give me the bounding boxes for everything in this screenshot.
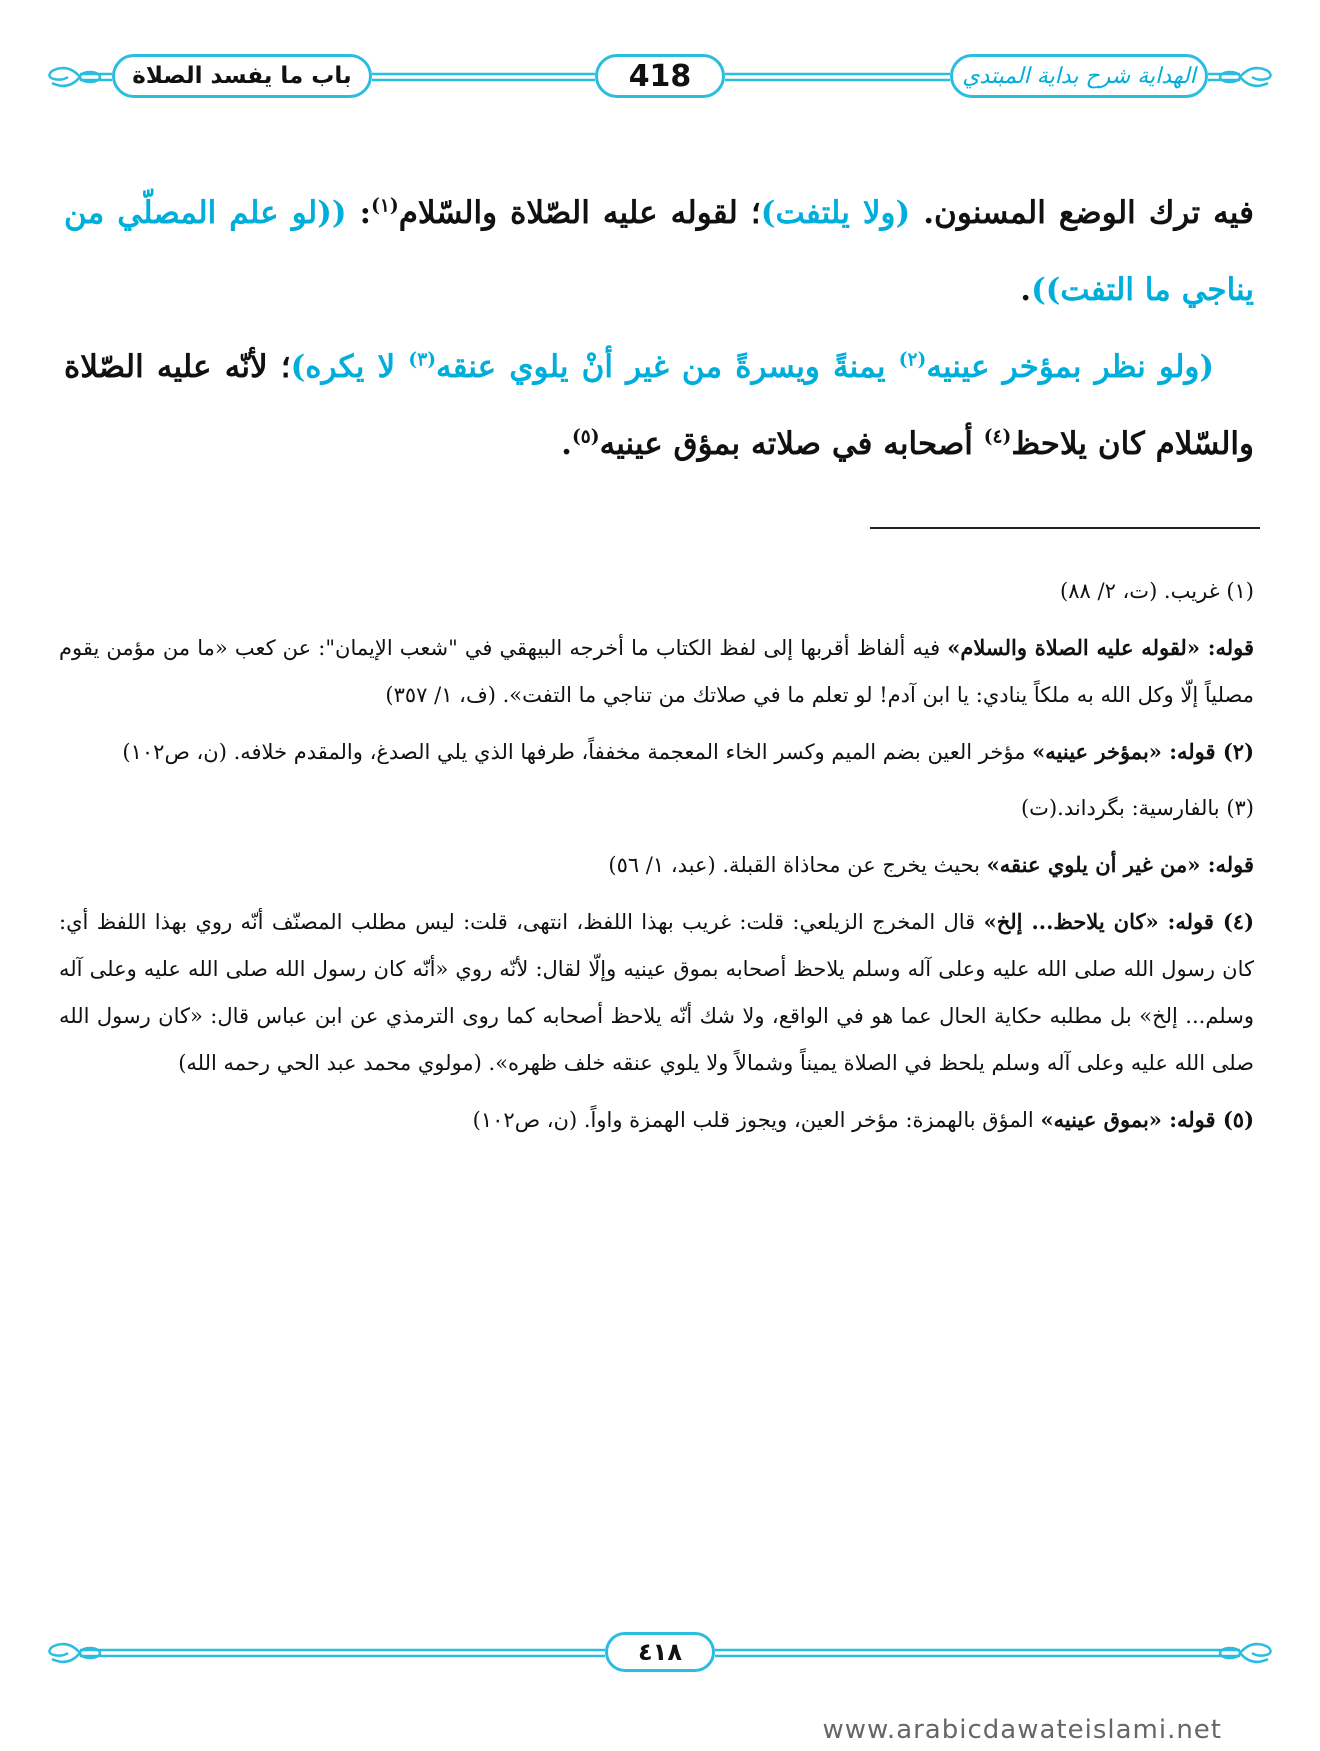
main-paragraph-1 — [64, 175, 1254, 329]
matn-quote: يمنةً ويسرةً من غير أنْ يلوي عنقه — [436, 349, 886, 385]
footnote-text: (١) غريب. (ت، ٢/ ٨٨) — [1060, 579, 1254, 603]
footnote-text: قال المخرج الزيلعي: قلت: غريب بهذا اللفظ، انتهى، قلت: ليس مطلب المصنّف أنّه روي بهذا اللفظ أي: كان رسول الله صلى الله عليه وعلى آله وسلم يلاحظ أصحابه بموق عينيه وإلّا لقال: لأنّه روي «أنّه كان رسول الله صلى الله عليه وعلى آله وسلم... إلخ» بل مطلبه حكاية الحال عما هو في الواقع، ولا شك أنّه يلاحظ أصحابه كما روى الترمذي عن ابن عباس قال: «كان رسول الله صلى الله عليه وعلى آله وسلم يلحظ في الصلاة يميناً وشمالاً ولا يلوي عنقه خلف ظهره». (مولوي محمد عبد الحي رحمه الله) — [59, 910, 1254, 1075]
footnote-2 — [59, 728, 1254, 776]
matn-quote: لا يكره) — [290, 349, 396, 385]
footnote-ref: (١) — [371, 195, 399, 217]
page-header — [40, 44, 1280, 114]
text: ؛ لقوله عليه الصّلاة والسّلام — [398, 195, 761, 231]
text: . — [561, 426, 572, 462]
footnote-label: (٥) قوله: «بموق عينيه» — [1040, 1107, 1254, 1132]
footnote-label: قوله: «لقوله عليه الصلاة والسلام» — [947, 635, 1255, 660]
hadith-quote: ((لو علم المصلّي من يناجي ما التفت)) — [64, 195, 1254, 308]
footnote-text: فيه ألفاظ أقربها إلى لفظ الكتاب ما أخرجه البيهقي في "شعب الإيمان": عن كعب «ما من مؤمن يقوم مصلياً إلّا وكل الله به ملكاً ينادي: يا ابن آدم! لو تعلم ما في صلاتك من تناجي ما التفت». (ف، ١/ ٣٥٧) — [59, 636, 1254, 707]
text: أصحابه في صلاته بمؤق عينيه — [599, 426, 973, 462]
footnote-text: المؤق بالهمزة: مؤخر العين، ويجوز قلب الهمزة واواً. (ن، ص١٠٢) — [472, 1108, 1041, 1132]
page-number: 418 — [595, 54, 725, 98]
text: : — [359, 195, 372, 231]
matn-quote: (ولو نظر بمؤخر عينيه — [926, 349, 1215, 385]
footnote-separator — [870, 527, 1260, 529]
footnote-label: (٤) قوله: «كان يلاحظ... إلخ» — [983, 909, 1255, 934]
footnote-text: مؤخر العين بضم الميم وكسر الخاء المعجمة مخففاً، طرفها الذي يلي الصدغ، والمقدم خلافه. (ن، ص١٠٢) — [122, 740, 1033, 764]
chapter-title: باب ما يفسد الصلاة — [112, 54, 372, 98]
book-title: الهداية شرح بداية المبتدي — [950, 54, 1208, 98]
footnote-5 — [59, 1096, 1254, 1144]
footnote-ref: (٤) — [983, 426, 1012, 448]
text: ؛ لأنّه عليه الصّلاة والسّلام كان يلاحظ — [64, 349, 1254, 462]
footnote-3-commentary — [59, 841, 1254, 889]
text: . — [1020, 272, 1032, 308]
text: فيه ترك الوضع المسنون. — [923, 195, 1254, 231]
footnote-label: (٢) قوله: «بمؤخر عينيه» — [1032, 739, 1254, 764]
matn-quote: (ولا يلتفت) — [760, 195, 911, 231]
footnote-ref: (٥) — [571, 426, 600, 448]
footnote-1 — [59, 568, 1254, 615]
footer-page-number: ٤١٨ — [605, 1632, 715, 1672]
footnotes — [59, 568, 1254, 1153]
main-paragraph-2 — [64, 329, 1254, 483]
main-text — [64, 175, 1254, 483]
footnote-3 — [59, 785, 1254, 832]
footnote-4 — [59, 898, 1254, 1087]
footnote-ref: (٣) — [408, 349, 436, 371]
footnote-text: بحيث يخرج عن محاذاة القبلة. (عبد، ١/ ٥٦) — [608, 853, 987, 877]
watermark-url: www.arabicdawateislami.net — [822, 1715, 1222, 1745]
footnote-text: (٣) بالفارسية: بگرداند.(ت) — [1020, 796, 1254, 820]
footnote-label: قوله: «من غير أن يلوي عنقه» — [986, 852, 1254, 877]
footnote-ref: (٢) — [898, 349, 927, 371]
footnote-1-commentary — [59, 624, 1254, 719]
page-footer — [40, 1620, 1280, 1690]
